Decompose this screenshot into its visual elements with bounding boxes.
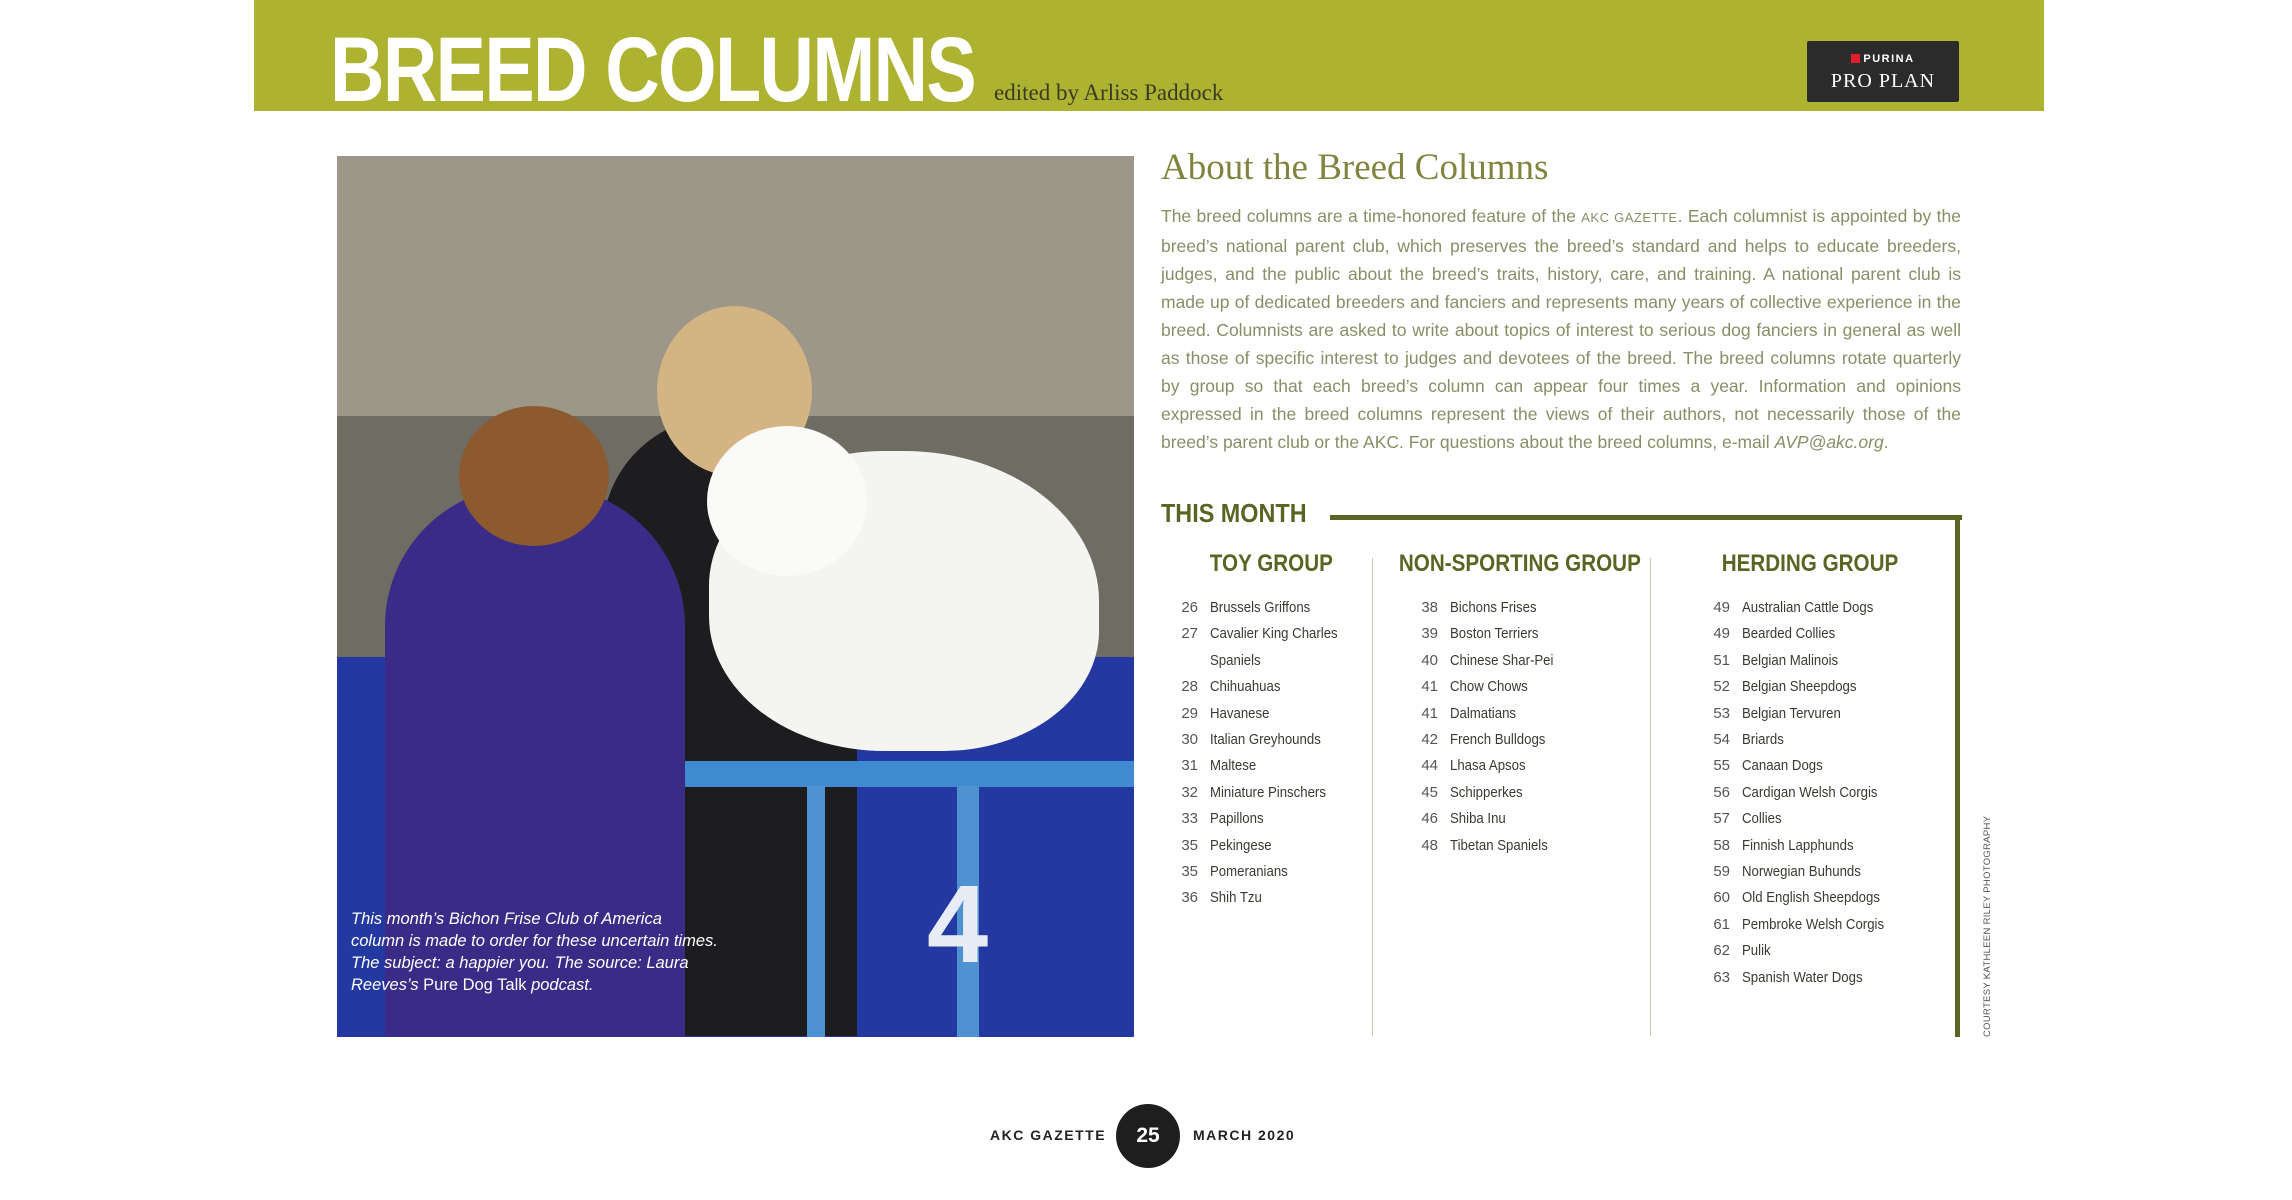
page-number: 25 xyxy=(1116,1104,1180,1168)
breed-list-item xyxy=(1702,806,1903,832)
breed-list-item xyxy=(1702,965,1903,991)
breed-page-number: 46 xyxy=(1421,810,1438,828)
breed-list-item xyxy=(1170,806,1355,832)
breed-name: Tibetan Spaniels xyxy=(1450,836,1548,854)
breed-name: Pulik xyxy=(1742,942,1771,960)
breed-page-number: 31 xyxy=(1181,757,1198,775)
breed-page-number: 63 xyxy=(1713,968,1730,986)
breed-name: Finnish Lapphunds xyxy=(1742,836,1854,854)
breed-page-number: 27 xyxy=(1181,625,1198,643)
breed-page-number: 58 xyxy=(1713,836,1730,854)
checkerboard-icon xyxy=(1851,54,1860,63)
box-rule-right xyxy=(1955,515,1960,1037)
toy-group-heading: TOY GROUP xyxy=(1209,550,1333,577)
breed-name: Papillons xyxy=(1210,810,1264,828)
breed-list-item xyxy=(1170,701,1355,727)
breed-name: Belgian Tervuren xyxy=(1742,704,1841,722)
breed-name: Italian Greyhounds xyxy=(1210,731,1321,749)
logo-brand: PURINA xyxy=(1863,53,1915,65)
breed-page-number: 61 xyxy=(1713,915,1730,933)
breed-name: Cavalier King Charles xyxy=(1210,625,1338,643)
breed-list-item xyxy=(1702,621,1903,647)
caption-line: The subject: a happier you. The source: Laura xyxy=(351,954,689,972)
breed-name: Bearded Collies xyxy=(1742,625,1836,643)
bichon-frise-photo xyxy=(337,156,1134,1037)
breed-name: Chow Chows xyxy=(1450,678,1528,696)
breed-list-item xyxy=(1410,621,1568,647)
breed-page-number: 51 xyxy=(1713,651,1730,669)
caption-line xyxy=(351,974,791,996)
breed-page-number: 48 xyxy=(1421,836,1438,854)
breed-list-item xyxy=(1410,674,1568,700)
column-divider xyxy=(1650,558,1651,1036)
breed-name: Cardigan Welsh Corgis xyxy=(1742,783,1878,801)
column-divider xyxy=(1372,558,1373,1036)
breed-name: Belgian Malinois xyxy=(1742,651,1839,669)
breed-name: Pembroke Welsh Corgis xyxy=(1742,915,1885,933)
breed-list-item xyxy=(1702,859,1903,885)
breed-name: Pekingese xyxy=(1210,836,1272,854)
breed-page-number: 36 xyxy=(1181,889,1198,907)
breed-name: French Bulldogs xyxy=(1450,731,1546,749)
breed-page-number: 40 xyxy=(1421,651,1438,669)
breed-list-item xyxy=(1170,648,1355,674)
breed-list-item xyxy=(1170,727,1355,753)
breed-page-number: 54 xyxy=(1713,731,1730,749)
breed-name: Collies xyxy=(1742,810,1782,828)
breed-name: Australian Cattle Dogs xyxy=(1742,599,1874,616)
photo-judge-head xyxy=(459,406,609,546)
breed-page-number: 39 xyxy=(1421,625,1438,643)
breed-list-item xyxy=(1410,648,1568,674)
photo-caption xyxy=(351,908,791,996)
breed-page-number: 49 xyxy=(1713,599,1730,616)
breed-name: Maltese xyxy=(1210,757,1257,775)
breed-page-number: 41 xyxy=(1421,678,1438,696)
breed-name: Boston Terriers xyxy=(1450,625,1539,643)
breed-list-item xyxy=(1170,595,1355,621)
breed-list-item xyxy=(1702,701,1903,727)
breed-name: Belgian Sheepdogs xyxy=(1742,678,1857,696)
breed-page-number: 53 xyxy=(1713,704,1730,722)
breed-list-item xyxy=(1410,753,1568,779)
photo-grooming-table xyxy=(642,761,1134,787)
photo-credit: COURTESY KATHLEEN RILEY PHOTOGRAPHY xyxy=(1982,815,1993,1037)
breed-name: Shiba Inu xyxy=(1450,810,1506,828)
photo-table-leg xyxy=(807,786,825,1037)
breed-name: Norwegian Buhunds xyxy=(1742,863,1861,881)
breed-page-number: 57 xyxy=(1713,810,1730,828)
herding-group-list xyxy=(1702,595,1903,991)
breed-name: Bichons Frises xyxy=(1450,599,1537,616)
breed-list-item xyxy=(1170,753,1355,779)
photo-bichon-head xyxy=(707,426,867,576)
breed-page-number: 30 xyxy=(1181,731,1198,749)
breed-page-number: 28 xyxy=(1181,678,1198,696)
this-month-label: THIS MONTH xyxy=(1161,498,1307,528)
breed-page-number xyxy=(1170,648,1198,674)
breed-page-number: 56 xyxy=(1713,783,1730,801)
footer-publication: AKC GAZETTE xyxy=(990,1127,1107,1143)
breed-list-item xyxy=(1410,595,1568,621)
breed-list-item xyxy=(1410,806,1568,832)
breed-list-item xyxy=(1170,780,1355,806)
breed-list-item xyxy=(1702,833,1903,859)
breed-page-number: 45 xyxy=(1421,783,1438,801)
toy-group-list xyxy=(1170,595,1355,912)
about-heading: About the Breed Columns xyxy=(1161,147,1549,188)
breed-page-number: 60 xyxy=(1713,889,1730,907)
breed-name: Brussels Griffons xyxy=(1210,599,1311,616)
breed-page-number: 62 xyxy=(1713,942,1730,960)
breed-name: Lhasa Apsos xyxy=(1450,757,1526,775)
caption-text: podcast. xyxy=(526,976,594,994)
breed-list-item xyxy=(1702,938,1903,964)
breed-page-number: 29 xyxy=(1181,704,1198,722)
breed-list-item xyxy=(1702,780,1903,806)
breed-page-number: 35 xyxy=(1181,836,1198,854)
breed-name: Miniature Pinschers xyxy=(1210,783,1326,801)
breed-list-item xyxy=(1410,780,1568,806)
breed-list-item xyxy=(1702,727,1903,753)
section-title: BREED COLUMNS xyxy=(330,19,976,121)
breed-list-item xyxy=(1702,595,1903,621)
breed-name: Canaan Dogs xyxy=(1742,757,1823,775)
breed-page-number: 26 xyxy=(1181,599,1198,616)
about-text: . Each columnist is appointed by the breed’s national parent club, which preserves the breed’s standard and helps to educate breeders, judges, and the public about the breed’s traits, history, care, and training. A national parent club is made up of dedicated breeders and fanciers and represents many years of collective experience in the breed. Columnists are asked to write about topics of interest to serious dog fanciers in general as well as those of specific interest to judges and devotees of the breed. The breed columns rotate quarterly by group so that each breed’s column can appear four times a year. Information and opinions expressed in the breed columns represent the views of their authors, not necessarily those of the breed’s parent club or the AKC. For questions about the breed columns, e-mail xyxy=(1161,206,1961,452)
breed-name: Pomeranians xyxy=(1210,863,1288,881)
breed-name: Spaniels xyxy=(1210,651,1261,669)
breed-page-number: 44 xyxy=(1421,757,1438,775)
breed-page-number: 49 xyxy=(1713,625,1730,643)
breed-name: Old English Sheepdogs xyxy=(1742,889,1880,907)
breed-name: Chinese Shar-Pei xyxy=(1450,651,1554,669)
breed-list-item xyxy=(1170,885,1355,911)
logo-line: PRO PLAN xyxy=(1830,70,1936,92)
breed-list-item xyxy=(1410,727,1568,753)
non-sporting-group-list xyxy=(1410,595,1568,859)
breed-page-number: 52 xyxy=(1713,678,1730,696)
breed-list-item xyxy=(1702,885,1903,911)
breed-page-number: 42 xyxy=(1421,731,1438,749)
breed-name: Havanese xyxy=(1210,704,1270,722)
breed-list-item xyxy=(1170,674,1355,700)
non-sporting-group-heading: NON-SPORTING GROUP xyxy=(1398,550,1641,577)
caption-line: column is made to order for these uncertain times. xyxy=(351,932,718,950)
breed-list-item xyxy=(1170,859,1355,885)
breed-list-item xyxy=(1702,912,1903,938)
editor-credit: edited by Arliss Paddock xyxy=(994,80,1224,105)
photo-table-number: 4 xyxy=(927,863,989,986)
breed-list-item xyxy=(1170,833,1355,859)
caption-line: This month’s Bichon Frise Club of America xyxy=(351,910,662,928)
about-text: The breed columns are a time-honored feature of the xyxy=(1161,206,1582,226)
breed-name: Chihuahuas xyxy=(1210,678,1281,696)
about-text: . xyxy=(1883,432,1889,452)
breed-page-number: 38 xyxy=(1421,599,1438,616)
purina-pro-plan-logo xyxy=(1807,41,1959,102)
breed-list-item xyxy=(1702,753,1903,779)
footer-date: MARCH 2020 xyxy=(1193,1127,1296,1143)
breed-list-item xyxy=(1410,833,1568,859)
breed-name: Dalmatians xyxy=(1450,704,1517,722)
breed-page-number: 33 xyxy=(1181,810,1198,828)
breed-list-item xyxy=(1702,648,1903,674)
caption-text: Reeves’s xyxy=(351,976,424,994)
herding-group-heading: HERDING GROUP xyxy=(1721,550,1899,577)
breed-page-number: 59 xyxy=(1713,863,1730,881)
breed-list-item xyxy=(1702,674,1903,700)
breed-name: Schipperkes xyxy=(1450,783,1523,801)
breed-page-number: 35 xyxy=(1181,863,1198,881)
about-body xyxy=(1161,202,1961,456)
breed-list-item xyxy=(1170,621,1355,647)
breed-name: Spanish Water Dogs xyxy=(1742,968,1863,986)
box-rule-top xyxy=(1330,515,1962,520)
breed-page-number: 32 xyxy=(1181,783,1198,801)
podcast-name: Pure Dog Talk xyxy=(423,976,527,994)
breed-name: Shih Tzu xyxy=(1210,889,1262,907)
breed-name: Briards xyxy=(1742,731,1784,749)
breed-list-item xyxy=(1410,701,1568,727)
breed-page-number: 55 xyxy=(1713,757,1730,775)
publication-name: AKC GAZETTE xyxy=(1581,210,1678,225)
email-link[interactable]: AVP@akc.org xyxy=(1774,432,1884,452)
breed-page-number: 41 xyxy=(1421,704,1438,722)
